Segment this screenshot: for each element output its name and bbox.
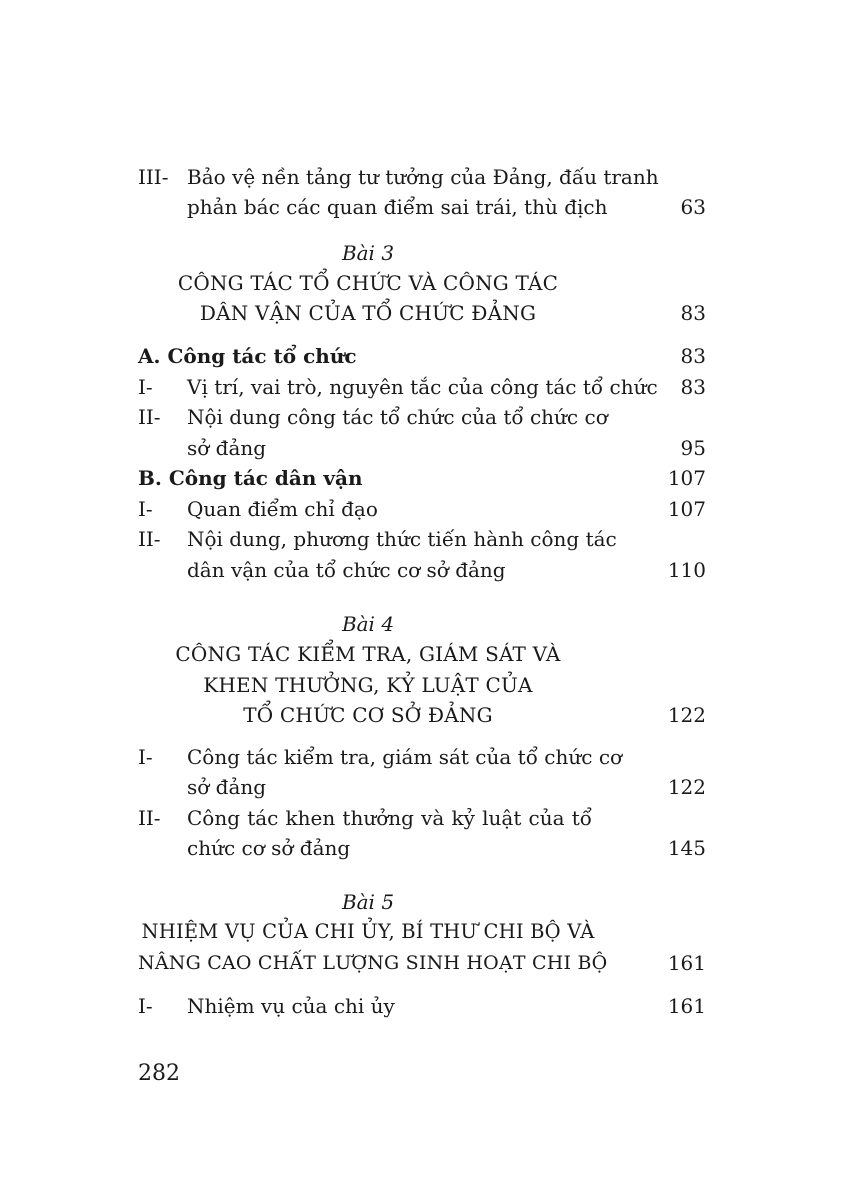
lesson-label: Bài 3 xyxy=(341,241,395,265)
entry-page: 161 xyxy=(667,951,706,975)
toc-entry-b-i xyxy=(138,494,706,524)
entry-text: phản bác các quan điểm sai trái, thù địch xyxy=(187,195,608,219)
entry-number: II- xyxy=(138,405,161,429)
entry-text: Công tác khen thưởng và kỷ luật của tổ xyxy=(187,806,592,830)
toc-part-a xyxy=(138,341,706,371)
toc-entry-iii xyxy=(138,162,706,192)
toc-entry-a-ii xyxy=(138,402,706,432)
part-heading: B. Công tác dân vận xyxy=(138,466,363,490)
entry-text: chức cơ sở đảng xyxy=(187,836,351,860)
entry-page: 161 xyxy=(667,994,706,1018)
entry-text: Công tác kiểm tra, giám sát của tổ chức cơ xyxy=(187,745,623,769)
entry-text: Nhiệm vụ của chi ủy xyxy=(187,994,395,1018)
entry-text: sở đảng xyxy=(187,775,267,799)
toc-entry-c-i xyxy=(138,742,706,772)
toc-entry-c-i-cont xyxy=(138,772,706,802)
entry-page: 107 xyxy=(667,466,706,490)
toc-entry-b-ii-cont xyxy=(138,555,706,585)
toc-entry-iii-cont xyxy=(138,192,706,222)
toc-entry-c-ii-cont xyxy=(138,833,706,863)
lesson-label: Bài 4 xyxy=(341,612,395,636)
lesson-label: Bài 5 xyxy=(341,890,395,914)
entry-number: II- xyxy=(138,527,161,551)
entry-page: 107 xyxy=(667,497,706,521)
entry-number: III- xyxy=(138,165,169,189)
toc-entry-b-ii xyxy=(138,524,706,554)
lesson-title: TỔ CHỨC CƠ SỞ ĐẢNG xyxy=(243,703,493,727)
entry-text: Bảo vệ nền tảng tư tưởng của Đảng, đấu tranh xyxy=(187,165,659,189)
entry-text: Quan điểm chỉ đạo xyxy=(187,497,378,521)
entry-number: I- xyxy=(138,994,153,1018)
entry-text: dân vận của tổ chức cơ sở đảng xyxy=(187,558,506,582)
entry-text: sở đảng xyxy=(187,436,267,460)
lesson-title: CÔNG TÁC KIỂM TRA, GIÁM SÁT VÀ xyxy=(175,642,561,666)
entry-page: 122 xyxy=(667,775,706,799)
entry-page: 63 xyxy=(680,195,706,219)
entry-number: I- xyxy=(138,497,153,521)
entry-number: I- xyxy=(138,745,153,769)
entry-page: 83 xyxy=(680,344,706,368)
lesson-title: CÔNG TÁC TỔ CHỨC VÀ CÔNG TÁC xyxy=(177,271,559,295)
lesson-title: NHIỆM VỤ CỦA CHI ỦY, BÍ THƯ CHI BỘ VÀ xyxy=(141,920,595,943)
entry-number: I- xyxy=(138,375,153,399)
toc-entry-a-ii-cont xyxy=(138,433,706,463)
entry-page: 145 xyxy=(667,836,706,860)
entry-page: 83 xyxy=(680,301,706,325)
toc-entry-a-i xyxy=(138,372,706,402)
lesson-title: KHEN THƯỞNG, KỶ LUẬT CỦA xyxy=(203,673,533,697)
entry-page: 83 xyxy=(680,375,706,399)
toc-entry-d-i xyxy=(138,991,706,1021)
entry-text: Nội dung công tác tổ chức của tổ chức cơ xyxy=(187,405,608,429)
entry-text: Nội dung, phương thức tiến hành công tác xyxy=(187,527,617,551)
toc-part-b xyxy=(138,463,706,493)
entry-page: 122 xyxy=(667,703,706,727)
entry-page: 110 xyxy=(667,558,706,582)
lesson-title: DÂN VẬN CỦA TỔ CHỨC ĐẢNG xyxy=(199,301,537,325)
lesson-title: NÂNG CAO CHẤT LƯỢNG SINH HOẠT CHI BỘ xyxy=(138,952,608,974)
entry-number: II- xyxy=(138,806,161,830)
entry-text: Vị trí, vai trò, nguyên tắc của công tác tổ chức xyxy=(187,375,658,399)
entry-page: 95 xyxy=(680,436,706,460)
page-number: 282 xyxy=(138,1061,180,1086)
part-heading: A. Công tác tổ chức xyxy=(138,344,357,368)
toc-entry-c-ii xyxy=(138,803,706,833)
